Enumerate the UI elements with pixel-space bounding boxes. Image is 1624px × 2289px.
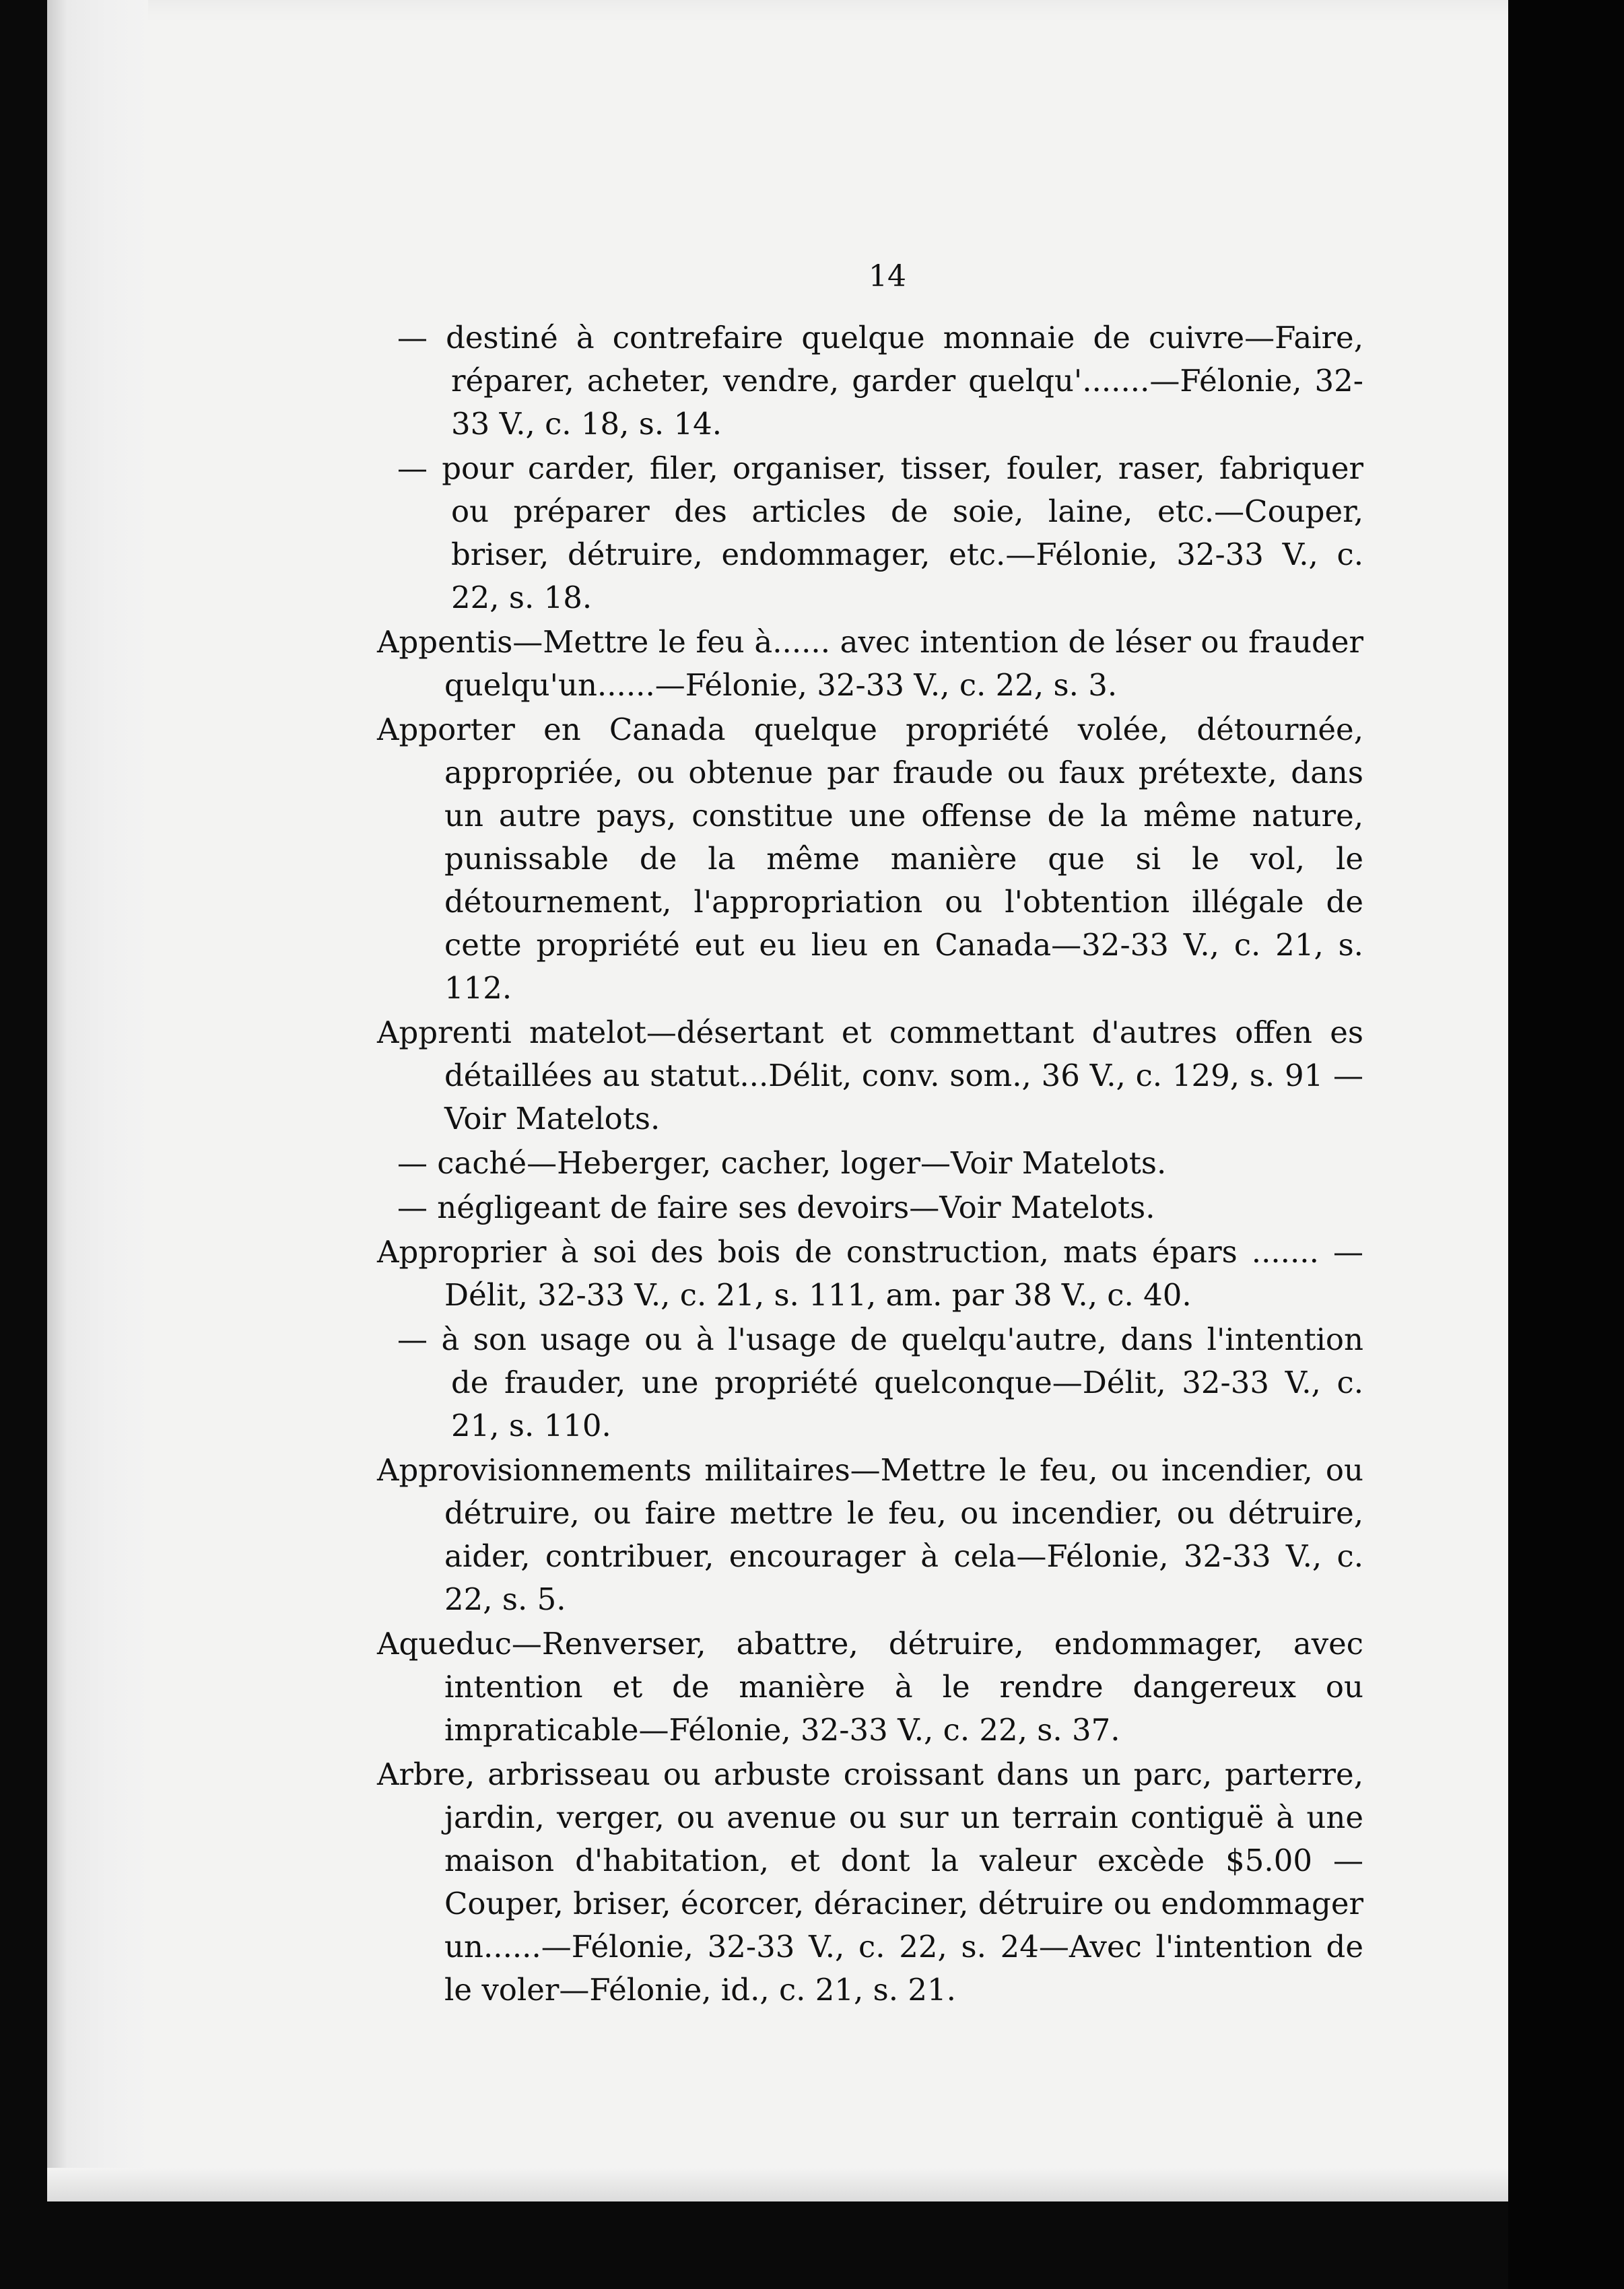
index-entry: — négligeant de faire ses devoirs—Voir Matelots. [397, 1190, 1155, 1225]
index-entry: — pour carder, filer, organiser, tisser, fouler, raser, fabriquer ou préparer des articles de soie, laine, etc.—Couper, briser, détruire, endommager, etc.—Félonie, 32-33 V., c. 22, s. 18. [397, 450, 1363, 615]
index-entry: Apprenti matelot—désertant et commettant d'autres offen es détaillées au statut...Délit, conv. som., 36 V., c. 129, s. 91 —Voir Matelots. [377, 1015, 1363, 1136]
scan-dark-margin [1508, 0, 1624, 2289]
page-bottom-edge [47, 2168, 1562, 2201]
index-entry: Approvisionnements militaires—Mettre le feu, ou incendier, ou détruire, ou faire mettre le feu, ou incendier, ou détruire, aider, contribuer, encourager à cela—Félonie, 32-33 V., c. 22, s. 5. [377, 1452, 1363, 1617]
page-number: 14 [869, 259, 906, 294]
index-entry: Aqueduc—Renverser, abattre, détruire, endommager, avec intention et de manière à le rendre dangereux ou impraticable—Félonie, 32-33 V., c. 22, s. 37. [377, 1626, 1363, 1748]
index-entry: Appentis—Mettre le feu à...... avec intention de léser ou frauder quelqu'un......—Félonie, 32-33 V., c. 22, s. 3. [377, 624, 1363, 703]
index-text-block [377, 316, 1363, 2013]
index-entry: — à son usage ou à l'usage de quelqu'autre, dans l'intention de frauder, une propriété quelconque—Délit, 32-33 V., c. 21, s. 110. [397, 1322, 1363, 1443]
index-entry: — caché—Heberger, cacher, loger—Voir Matelots. [397, 1145, 1167, 1181]
index-entry: — destiné à contrefaire quelque monnaie de cuivre—Faire, réparer, acheter, vendre, garder quelqu'.......—Félonie, 32-33 V., c. 18, s. 14. [397, 320, 1363, 442]
page-binding-edge [47, 0, 148, 2201]
index-entry: Arbre, arbrisseau ou arbuste croissant dans un parc, parterre, jardin, verger, ou avenue ou sur un terrain contiguë à une maison d'habitation, et dont la valeur excède $5.00 —Couper, briser, écorcer, déraciner, détruire ou endommager un......—Félonie, 32-33 V., c. 22, s. 24—Avec l'intention de le voler—Félonie, id., c. 21, s. 21. [377, 1756, 1363, 2008]
index-entry: Approprier à soi des bois de construction, mats épars ....... —Délit, 32-33 V., c. 21, s. 111, am. par 38 V., c. 40. [377, 1234, 1363, 1313]
index-entry: Apporter en Canada quelque propriété volée, détournée, appropriée, ou obtenue par fraude ou faux prétexte, dans un autre pays, constitue une offense de la même nature, punissable de la même manière que si le vol, le détournement, l'appropriation ou l'obtention illégale de cette propriété eut eu lieu en Canada—32-33 V., c. 21, s. 112. [377, 712, 1363, 1006]
